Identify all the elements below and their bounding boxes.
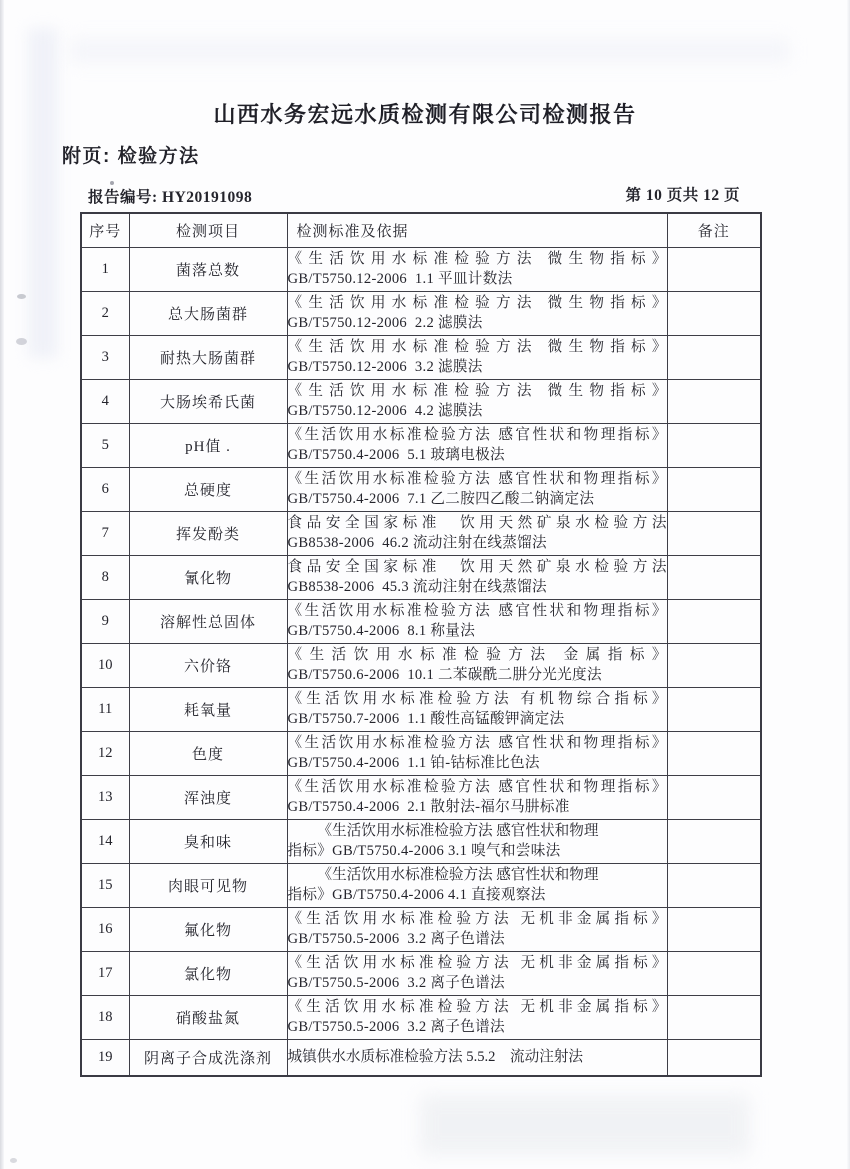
table-row [81,863,761,907]
standard-cell [287,599,667,643]
remark-cell [667,247,761,291]
standard-line1: 《生活饮用水标准检验方法 感官性状和物理 [317,866,599,883]
row-number-cell: 14 [81,819,129,863]
item-cell: 阴离子合成洗涤剂 [129,1039,287,1076]
standard-line2: GB/T5750.12-2006 1.1 平皿计数法 [287,271,513,287]
table-row [81,511,761,555]
standard-line1: 《生活饮用水标准检验方法 微生物指标》 [287,294,667,311]
table-row [81,379,761,423]
item-cell: 大肠埃希氏菌 [129,379,287,423]
standard-line1: 《生活饮用水标准检验方法 微生物指标》 [287,338,667,355]
standard-line1: 《生活饮用水标准检验方法 感官性状和物理指标》 [287,734,667,751]
row-number-cell: 16 [81,907,129,951]
row-number-cell: 18 [81,995,129,1039]
methods-table [80,212,762,1077]
standard-line1: 《生活饮用水标准检验方法 无机非金属指标》 [287,954,667,971]
standard-line1: 《生活饮用水标准检验方法 感官性状和物理 [317,822,599,839]
standard-line2: GB/T5750.4-2006 5.1 玻璃电极法 [287,447,505,463]
row-number-cell: 10 [81,643,129,687]
item-cell: 总大肠菌群 [129,291,287,335]
item-cell: 硝酸盐氮 [129,995,287,1039]
row-number-cell: 17 [81,951,129,995]
standard-cell [287,555,667,599]
standard-cell [287,247,667,291]
standard-line2: GB/T5750.4-2006 1.1 铂-钴标准比色法 [287,755,540,771]
row-number-cell: 19 [81,1039,129,1076]
row-number-cell: 11 [81,687,129,731]
table-row [81,599,761,643]
row-number-cell: 4 [81,379,129,423]
standard-line2: GB/T5750.5-2006 3.2 离子色谱法 [287,931,505,947]
remark-cell [667,291,761,335]
table-row [81,819,761,863]
standard-cell [287,951,667,995]
table-row [81,643,761,687]
standard-cell [287,291,667,335]
standard-cell [287,423,667,467]
item-cell: 菌落总数 [129,247,287,291]
table-row [81,247,761,291]
standard-line2: GB8538-2006 45.3 流动注射在线蒸馏法 [287,579,547,595]
table-row [81,907,761,951]
standard-line2: 指标》GB/T5750.4-2006 3.1 嗅气和尝味法 [287,843,561,859]
remark-cell [667,731,761,775]
standard-line1: 《生活饮用水标准检验方法 微生物指标》 [287,250,667,267]
item-cell: 耗氧量 [129,687,287,731]
table-row [81,423,761,467]
standard-line1: 食品安全国家标准 饮用天然矿泉水检验方法 [287,514,667,531]
row-number-cell: 12 [81,731,129,775]
standard-cell [287,819,667,863]
row-number-cell: 5 [81,423,129,467]
item-cell: 总硬度 [129,467,287,511]
standard-cell [287,335,667,379]
standard-line1: 《生活饮用水标准检验方法 感官性状和物理指标》 [287,778,667,795]
item-cell: 肉眼可见物 [129,863,287,907]
standard-line1: 《生活饮用水标准检验方法 有机物综合指标》 [287,690,667,707]
item-cell: 氰化物 [129,555,287,599]
table-row [81,291,761,335]
page-title: 山西水务宏远水质检测有限公司检测报告 [213,102,637,127]
remark-cell [667,643,761,687]
remark-cell [667,775,761,819]
standard-cell [287,731,667,775]
item-cell: 氯化物 [129,951,287,995]
remark-cell [667,335,761,379]
standard-cell [287,775,667,819]
row-number-cell: 9 [81,599,129,643]
standard-cell [287,995,667,1039]
scan-smudge-top [70,38,790,64]
item-cell: 臭和味 [129,819,287,863]
scan-speckle [16,338,27,345]
standard-line2: GB/T5750.6-2006 10.1 二苯碳酰二肼分光光度法 [287,667,602,683]
remark-cell [667,907,761,951]
standard-line2: GB/T5750.4-2006 7.1 乙二胺四乙酸二钠滴定法 [287,491,595,507]
col-header-remark: 备注 [667,213,761,247]
item-cell: 挥发酚类 [129,511,287,555]
remark-cell [667,951,761,995]
standard-line2: GB/T5750.12-2006 3.2 滤膜法 [287,359,483,375]
standard-cell [287,863,667,907]
standard-line2: GB/T5750.12-2006 4.2 滤膜法 [287,403,483,419]
scan-edge-shadow-left [0,0,4,1169]
appendix-heading: 附页: 检验方法 [62,146,200,167]
remark-cell [667,379,761,423]
table-header-row [81,213,761,247]
remark-cell [667,1039,761,1076]
col-header-no: 序号 [81,213,129,247]
remark-cell [667,511,761,555]
item-cell: pH值 . [129,423,287,467]
methods-table-body [81,247,761,1076]
standard-line2: 指标》GB/T5750.4-2006 4.1 直接观察法 [287,887,546,903]
standard-line1: 《生活饮用水标准检验方法 无机非金属指标》 [287,910,667,927]
remark-cell [667,599,761,643]
remark-cell [667,687,761,731]
remark-cell [667,467,761,511]
standard-line2: GB/T5750.5-2006 3.2 离子色谱法 [287,1019,505,1035]
item-cell: 溶解性总固体 [129,599,287,643]
item-cell: 耐热大肠菌群 [129,335,287,379]
table-row [81,731,761,775]
row-number-cell: 2 [81,291,129,335]
remark-cell [667,423,761,467]
standard-line2: GB/T5750.5-2006 3.2 离子色谱法 [287,975,505,991]
table-row [81,995,761,1039]
table-row [81,951,761,995]
row-number-cell: 1 [81,247,129,291]
standard-line2: GB/T5750.7-2006 1.1 酸性高锰酸钾滴定法 [287,711,565,727]
standard-line1: 食品安全国家标准 饮用天然矿泉水检验方法 [287,558,667,575]
standard-cell [287,907,667,951]
standard-line2: GB/T5750.4-2006 8.1 称量法 [287,623,476,639]
standard-cell [287,687,667,731]
report-number: 报告编号: HY20191098 [88,189,253,206]
scan-speckle [10,1158,17,1163]
table-row [81,335,761,379]
item-cell: 六价铬 [129,643,287,687]
row-number-cell: 6 [81,467,129,511]
table-row [81,555,761,599]
scan-speckle [17,294,26,299]
table-row [81,1039,761,1076]
scan-smudge-bottom [420,1095,750,1155]
scan-artifact-band [28,28,58,358]
standard-cell [287,511,667,555]
standard-line1: 《生活饮用水标准检验方法 金属指标》 [287,646,667,663]
standard-cell [287,1039,667,1076]
standard-line2: GB8538-2006 46.2 流动注射在线蒸馏法 [287,535,547,551]
standard-line1: 《生活饮用水标准检验方法 感官性状和物理指标》 [287,426,667,443]
col-header-item: 检测项目 [129,213,287,247]
row-number-cell: 7 [81,511,129,555]
page-indicator: 第 10 页共 12 页 [625,187,740,204]
item-cell: 氟化物 [129,907,287,951]
row-number-cell: 3 [81,335,129,379]
remark-cell [667,995,761,1039]
item-cell: 色度 [129,731,287,775]
standard-line2: GB/T5750.12-2006 2.2 滤膜法 [287,315,483,331]
row-number-cell: 13 [81,775,129,819]
remark-cell [667,555,761,599]
standard-cell [287,643,667,687]
standard-line1: 《生活饮用水标准检验方法 微生物指标》 [287,382,667,399]
standard-line1: 《生活饮用水标准检验方法 感官性状和物理指标》 [287,602,667,619]
remark-cell [667,863,761,907]
standard-line1: 《生活饮用水标准检验方法 无机非金属指标》 [287,998,667,1015]
table-row [81,687,761,731]
col-header-standard: 检测标准及依据 [287,213,667,247]
standard-cell [287,379,667,423]
standard-line1: 城镇供水水质标准检验方法 5.5.2 流动注射法 [287,1049,584,1065]
standard-cell [287,467,667,511]
table-row [81,467,761,511]
item-cell: 浑浊度 [129,775,287,819]
row-number-cell: 8 [81,555,129,599]
row-number-cell: 15 [81,863,129,907]
table-row [81,775,761,819]
standard-line1: 《生活饮用水标准检验方法 感官性状和物理指标》 [287,470,667,487]
standard-line2: GB/T5750.4-2006 2.1 散射法-福尔马肼标准 [287,799,570,815]
remark-cell [667,819,761,863]
